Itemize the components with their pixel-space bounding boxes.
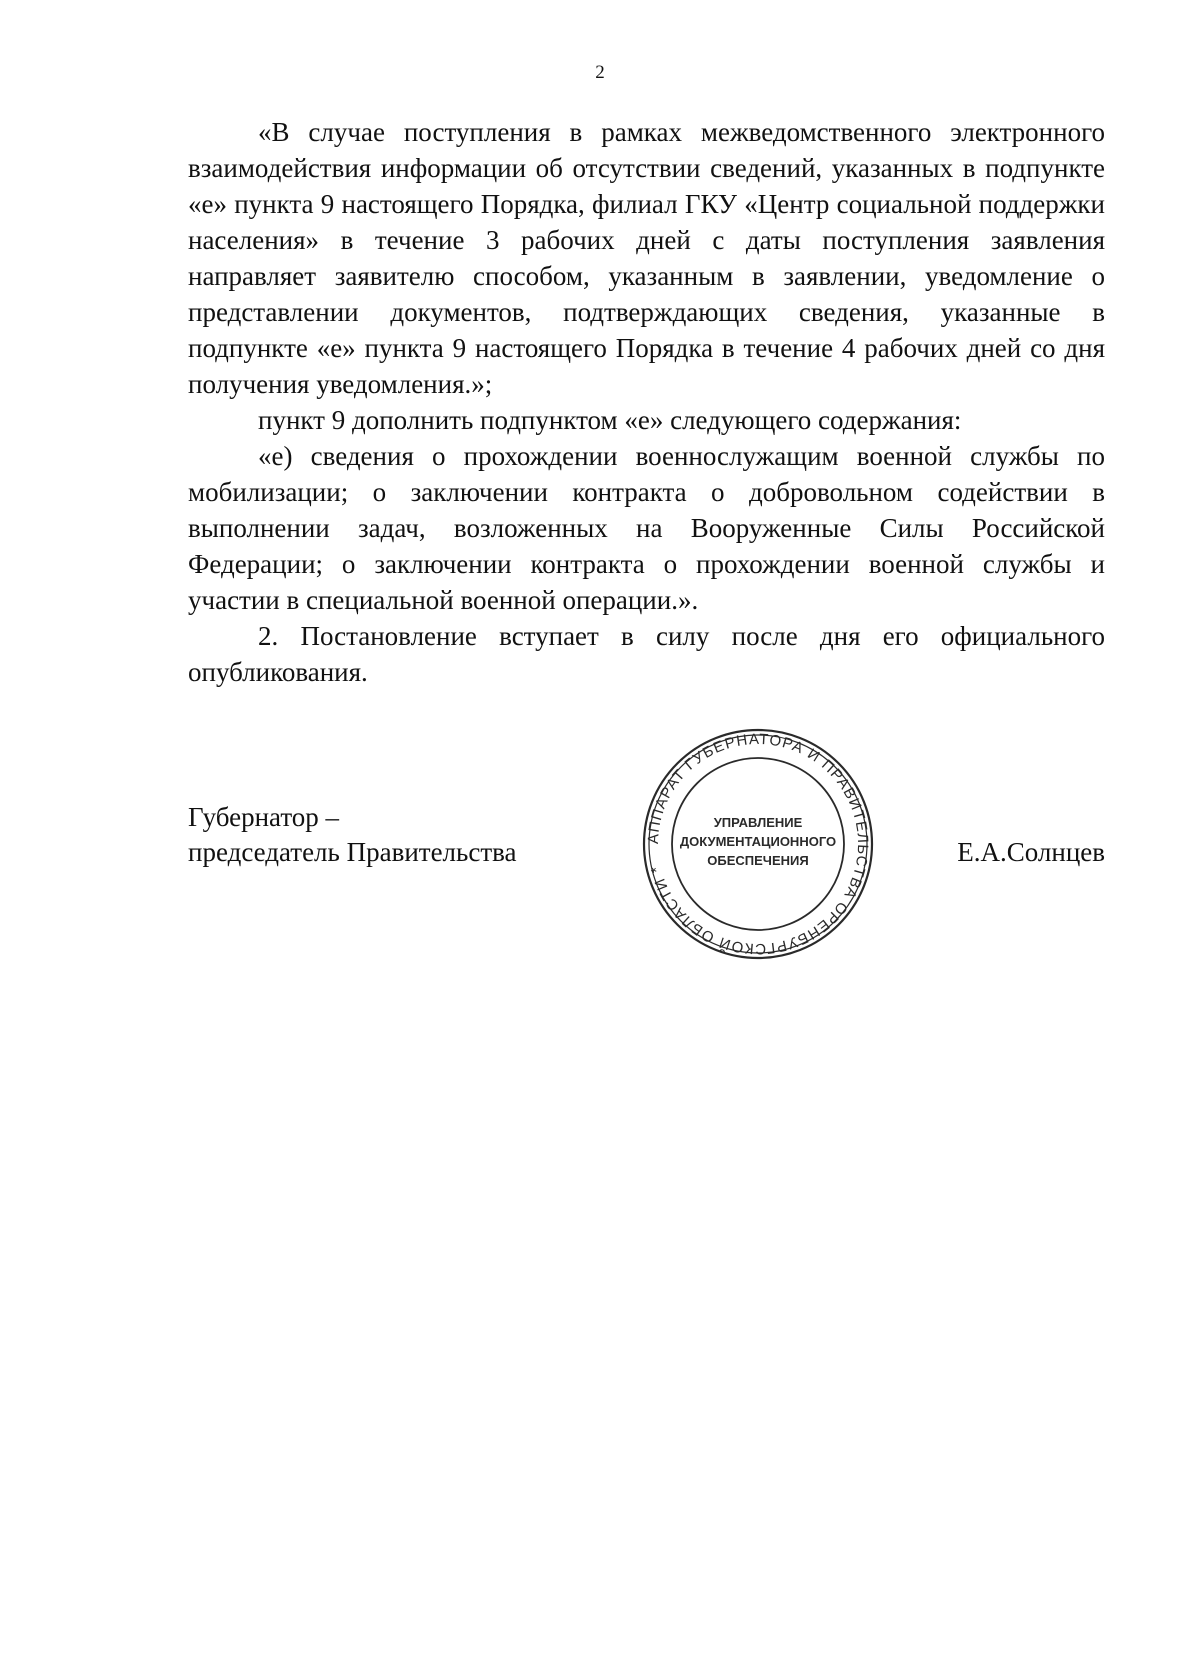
seal-center-line2: ДОКУМЕНТАЦИОННОГО [679, 834, 837, 849]
signer-position-line2: председатель Правительства [188, 837, 517, 867]
document-body [188, 114, 1105, 690]
paragraph-subitem-e: «е) сведения о прохождении военнослужащим военной службы по мобилизации; о заключении контракта о добровольном содействии в выполнении задач, возложенных на Вооруженные Силы Российской Федерации; о заключении контракта о прохождении военной службы и участии в специальной военной операции.». [188, 441, 1105, 615]
official-seal-stamp [638, 724, 878, 964]
signer-name: Е.А.Солнцев [957, 837, 1105, 867]
seal-center-line3: ОБЕСПЕЧЕНИЯ [707, 853, 809, 868]
signer-position-line1: Губернатор – [188, 802, 340, 832]
seal-center-line1: УПРАВЛЕНИЕ [713, 815, 803, 830]
paragraph-amendment-intro: пункт 9 дополнить подпунктом «е» следующего содержания: [258, 405, 962, 435]
paragraph-notification-rule: «В случае поступления в рамках межведомственного электронного взаимодействия информации об отсутствии сведений, указанных в подпункте «е» пункта 9 настоящего Порядка, филиал ГКУ «Центр социальной поддержки населения» в течение 3 рабочих дней с даты поступления заявления направляет заявителю способом, указанным в заявлении, уведомление о представлении документов, подтверждающих сведения, указанные в подпункте «е» пункта 9 настоящего Порядка в течение 4 рабочих дней со дня получения уведомления.»; [188, 117, 1105, 399]
seal-ring-text: АППАРАТ ГУБЕРНАТОРА И ПРАВИТЕЛЬСТВА ОРЕНБУРГСКОЙ ОБЛАСТИ * [644, 730, 872, 958]
signer-position [188, 800, 517, 870]
page-number: 2 [595, 62, 605, 83]
paragraph-entry-into-force: 2. Постановление вступает в силу после дня его официального опубликования. [188, 621, 1105, 687]
